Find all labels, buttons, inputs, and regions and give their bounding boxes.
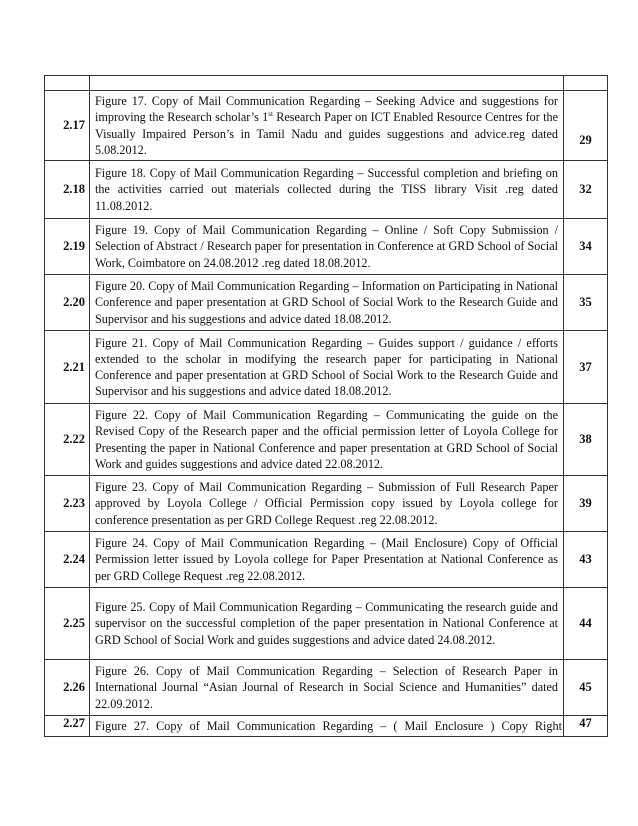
row-page: 34: [564, 219, 608, 275]
row-number: 2.19: [45, 219, 90, 275]
row-description: Figure 21. Copy of Mail Communication Regarding – Guides support / guidance / efforts extended to the scholar in modifying the research paper for participating in National Conference and paper presentation at GRD School of Social Work to the Research Guide and Supervisor and his suggestions and advice dated 18.08.2012.: [90, 331, 564, 404]
row-description: Figure 20. Copy of Mail Communication Regarding – Information on Participating in National Conference and paper presentation at GRD School of Social Work to the Research Guide and Supervisor and his suggestions and advice dated 18.08.2012.: [90, 275, 564, 331]
table-row: [45, 331, 608, 404]
row-number: 2.23: [45, 476, 90, 532]
row-number: 2.25: [45, 588, 90, 660]
row-description: Figure 17. Copy of Mail Communication Regarding – Seeking Advice and suggestions for improving the Research scholar’s 1st Research Paper on ICT Enabled Resource Centres for the Visually Impaired Person’s in Tamil Nadu and guides suggestions and advice.reg dated 5.08.2012.: [90, 91, 564, 161]
table-row: [45, 476, 608, 532]
table-row: [45, 161, 608, 219]
row-description: Figure 24. Copy of Mail Communication Regarding – (Mail Enclosure) Copy of Official Permission letter issued by Loyola college for Paper Presentation at National Conference as per GRD College Request .reg 22.08.2012.: [90, 532, 564, 588]
row-number: 2.27: [45, 716, 90, 737]
row-page: 35: [564, 275, 608, 331]
row-page: 37: [564, 331, 608, 404]
table-row: [45, 532, 608, 588]
row-page: 45: [564, 660, 608, 716]
row-page: 44: [564, 588, 608, 660]
row-description: Figure 18. Copy of Mail Communication Regarding – Successful completion and briefing on the activities carried out materials collected during the TISS library Visit .reg dated 11.08.2012.: [90, 161, 564, 219]
row-number: 2.18: [45, 161, 90, 219]
table-row: [45, 660, 608, 716]
table-row: [45, 588, 608, 660]
table-row: [45, 91, 608, 161]
figures-table: [44, 75, 608, 737]
row-page: 47: [564, 716, 608, 737]
row-page: 43: [564, 532, 608, 588]
row-number: 2.22: [45, 404, 90, 476]
row-number: 2.26: [45, 660, 90, 716]
table-row: [45, 716, 608, 737]
row-page: 32: [564, 161, 608, 219]
row-number: 2.20: [45, 275, 90, 331]
table-header-row: [45, 76, 608, 91]
header-cell-page: [564, 76, 608, 91]
table-row: [45, 404, 608, 476]
header-cell-num: [45, 76, 90, 91]
row-description: Figure 22. Copy of Mail Communication Regarding – Communicating the guide on the Revised Copy of the Research paper and the official permission letter of Loyola College for Presenting the paper in National Conference and paper presentation at GRD School of Social Work and guides suggestions and advice dated 22.08.2012.: [90, 404, 564, 476]
header-cell-desc: [90, 76, 564, 91]
row-page: 38: [564, 404, 608, 476]
superscript: st: [268, 110, 273, 119]
row-description: Figure 19. Copy of Mail Communication Regarding – Online / Soft Copy Submission / Selection of Abstract / Research paper for presentation in Conference at GRD School of Social Work, Coimbatore on 24.08.2012 .reg dated 18.08.2012.: [90, 219, 564, 275]
row-number: 2.17: [45, 91, 90, 161]
row-description: Figure 25. Copy of Mail Communication Regarding – Communicating the research guide and supervisor on the successful completion of the paper presentation in National Conference at GRD School of Social Work and guides suggestions and advice dated 24.08.2012.: [90, 588, 564, 660]
row-description: Figure 27. Copy of Mail Communication Regarding – ( Mail Enclosure ) Copy Right: [90, 716, 564, 737]
row-page: 29: [564, 91, 608, 161]
row-page: 39: [564, 476, 608, 532]
row-description: Figure 23. Copy of Mail Communication Regarding – Submission of Full Research Paper approved by Loyola College / Official Permission copy issued by Loyola college for conference presentation as per GRD College Request .reg 22.08.2012.: [90, 476, 564, 532]
row-number: 2.24: [45, 532, 90, 588]
table-row: [45, 275, 608, 331]
table-row: [45, 219, 608, 275]
row-description: Figure 26. Copy of Mail Communication Regarding – Selection of Research Paper in International Journal “Asian Journal of Research in Social Science and Humanities” dated 22.09.2012.: [90, 660, 564, 716]
row-number: 2.21: [45, 331, 90, 404]
